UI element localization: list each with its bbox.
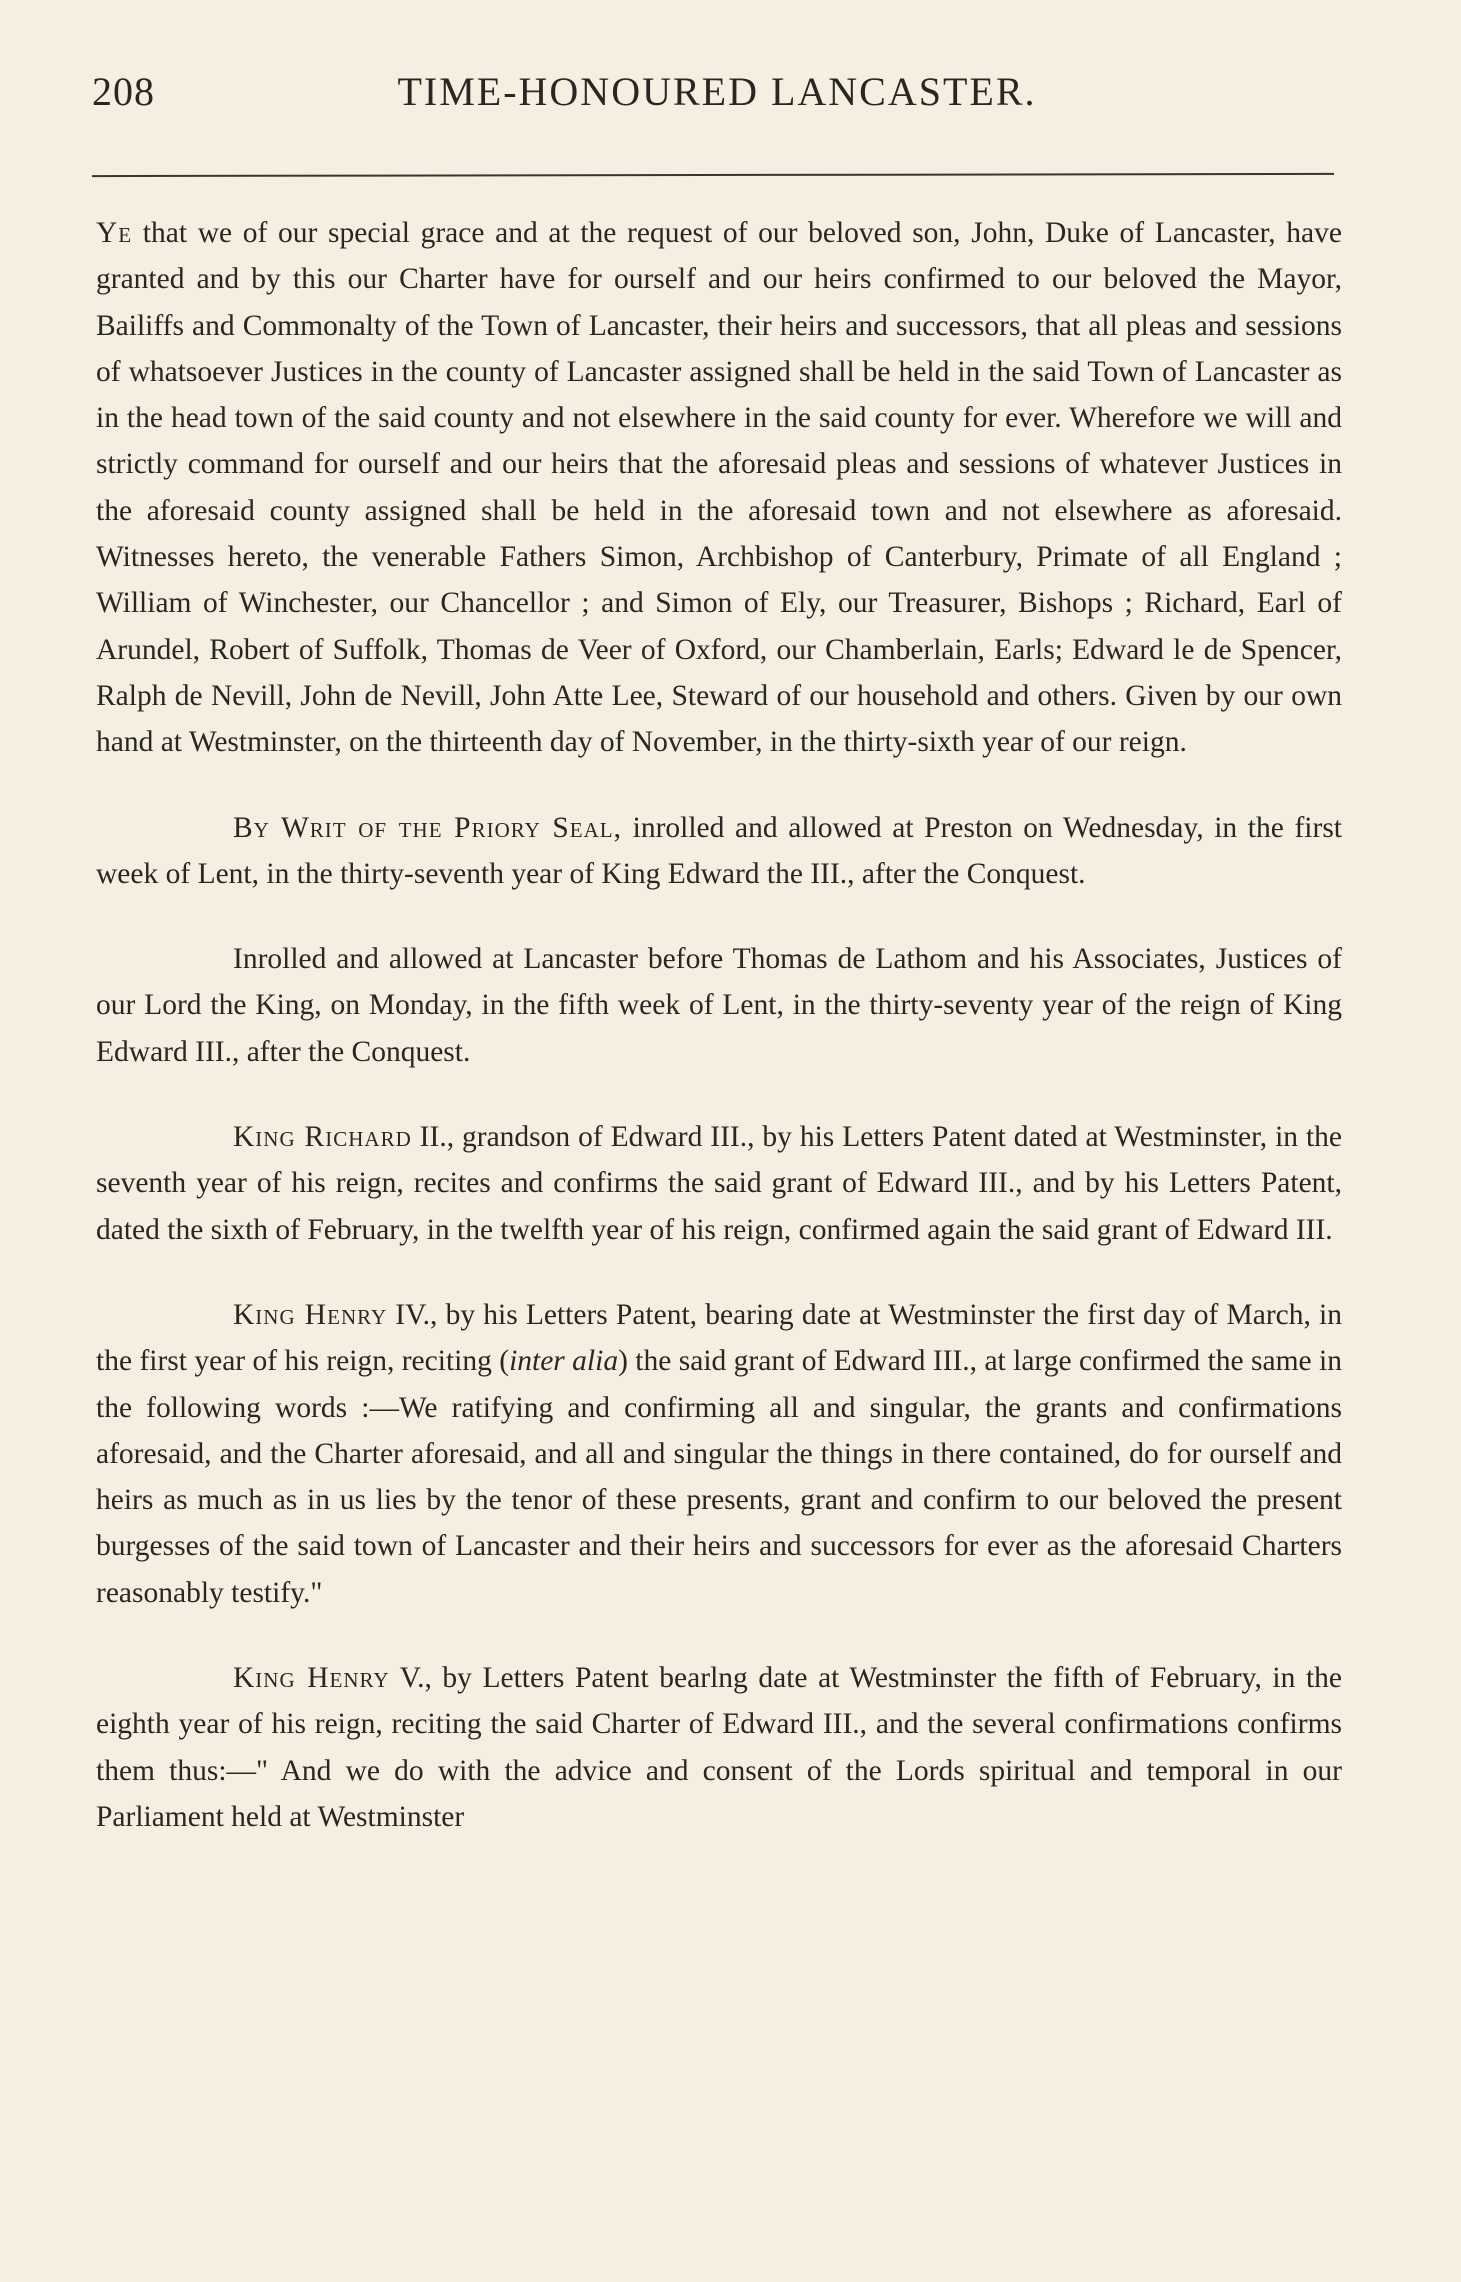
paragraph-text: Inrolled and allowed at Lancaster before Thomas de Lathom and his Associates, Justices of our Lord the King, on Monday, in the fifth week of Lent, in the thirty-seventy year of the reign of King Edward III., after the Conquest. xyxy=(96,943,1342,1068)
running-title: TIME-HONOURED LANCASTER. xyxy=(397,69,1037,114)
paragraph-inrolled-lancaster xyxy=(96,936,1342,1075)
paragraph-text: that we of our special grace and at the request of our beloved son, John, Duke of Lancaster, have granted and by this our Charter have for ourself and our heirs confirmed to our beloved the Mayor, Bailiffs and Commonalty of the Town of Lancaster, their heirs and successors, that all pleas and sessions of whatsoever Justices in the county of Lancaster assigned shall be held in the said Town of Lancaster as in the head town of the said county and not elsewhere in the said county for ever. Wherefore we will and strictly command for ourself and our heirs that the aforesaid pleas and sessions of whatever Justices in the aforesaid county assigned shall be held in the aforesaid town and not elsewhere as aforesaid. Witnesses hereto, the venerable Fathers Simon, Archbishop of Canterbury, Primate of all England ; William of Winchester, our Chancellor ; and Simon of Ely, our Treasurer, Bishops ; Richard, Earl of Arundel, Robert of Suffolk, Thomas de Veer of Oxford, our Chamberlain, Earls; Edward le de Spencer, Ralph de Nevill, John de Nevill, John Atte Lee, Steward of our household and others. Given by our own hand at Westminster, on the thirteenth day of November, in the thirty-sixth year of our reign. xyxy=(96,217,1342,759)
paragraph-lead: By Writ of the Priory Seal, xyxy=(233,811,622,844)
page-number: 208 xyxy=(92,69,155,114)
paragraph-text: V., by Letters Patent bearlng date at Westminster the fifth of February, in the eighth year of his reign, reciting the said Charter of Edward III., and the several confirmations confirms them thus:—" And we do with the advice and consent of the Lords spiritual and temporal in our Parliament held at Westminster xyxy=(96,1662,1342,1833)
body-text xyxy=(96,210,1342,1840)
paragraph-charter-text xyxy=(96,210,1342,766)
paragraph-king-henry-v xyxy=(96,1655,1342,1840)
paragraph-lead: Ye xyxy=(96,217,133,249)
paragraph-text: inrolled and allowed at Preston on Wednesday, in the first week of Lent, in the thirty-seventh year of King Edward the III., after the Conquest. xyxy=(96,811,1342,890)
paragraph-lead: King Henry xyxy=(233,1298,388,1331)
paragraph-king-henry-iv xyxy=(96,1292,1342,1616)
header-rule xyxy=(92,173,1334,177)
paragraph-lead: King Richard xyxy=(233,1121,412,1154)
paragraph-text: ) the said grant of Edward III., at large confirmed the same in the following words :—We ratifying and confirming all and singular, the grants and confirmations aforesaid, and the Charter aforesaid, and all and singular the things in there contained, do for ourself and heirs as much as in us lies by the tenor of these presents, grant and confirm to our beloved the present burgesses of the said town of Lancaster and their heirs and successors for ever as the aforesaid Charters reasonably testify." xyxy=(96,1345,1342,1609)
paragraph-text: II., grandson of Edward III., by his Letters Patent dated at Westminster, in the seventh year of his reign, recites and confirms the said grant of Edward III., and by his Letters Patent, dated the sixth of February, in the twelfth year of his reign, confirmed again the said grant of Edward III. xyxy=(96,1121,1343,1246)
paragraph-lead: King Henry xyxy=(233,1662,390,1695)
paragraph-writ-priory-seal xyxy=(96,805,1342,898)
paragraph-king-richard xyxy=(96,1114,1342,1253)
latin-phrase: inter alia xyxy=(509,1345,619,1378)
paragraph-text: IV., by his Letters Patent, bearing date at Westminster the first day of March, in the first year of his reign, reciting ( xyxy=(96,1298,1342,1378)
page-header xyxy=(92,68,1342,128)
